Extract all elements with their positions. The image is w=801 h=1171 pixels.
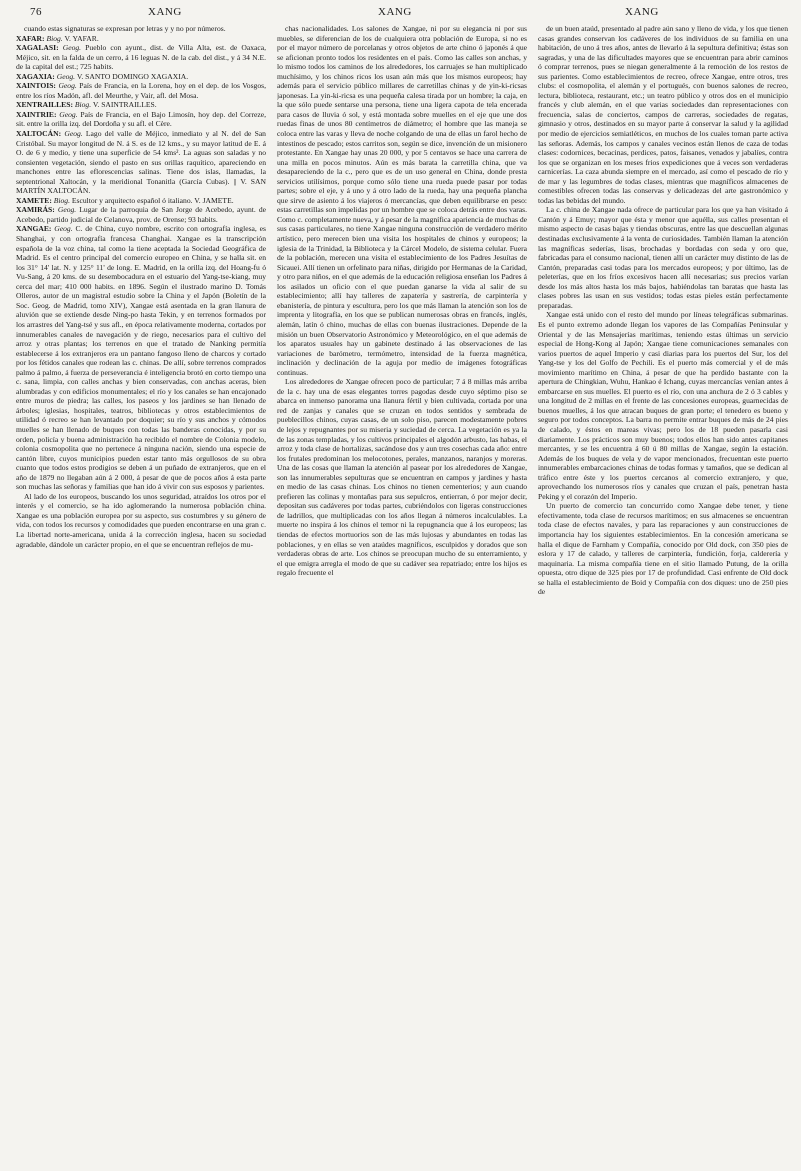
entry-text: Lago del valle de Méjico, inmediato y al N. del de San Cristóbal. Su mayor longitud de N. á S. es de 12 kms., y su mayor latitud de E. á O. de 6 y medio, y tiene una superficie de 54 kms². La aguas son saladas y no consienten vegetación, siendo el pasto en sus orillas raquítico, apareciendo en manchones entre las eflorescencias salinas. Tiene dos islas, llamadas, la septentrional Xaltocán, y la meridional Tonanitla (García Cubas). || V. SAN MARTÍN XALTOCÁN.	[16, 129, 266, 196]
entry-headword: XAGALASI:	[16, 43, 59, 53]
dictionary-entry	[16, 72, 266, 82]
entry-text: Lugar de la parroquia de San Jorge de Acebedo, ayunt. de Acebedo, partido judicial de Celanova, prov. de Orense; 93 habits.	[16, 205, 266, 224]
dictionary-entry	[16, 224, 266, 491]
dictionary-entry	[16, 81, 266, 100]
entry-category-label: Geog.	[64, 129, 83, 139]
paragraph	[538, 310, 788, 501]
entry-text: V. SANTO DOMINGO XAGAXIA.	[76, 71, 189, 81]
entry-text: Los alrededores de Xangae ofrecen poco de particular; 7 á 8 millas más arriba de la c. hay una de esas elegantes torres pagodas desde cuyo séptimo piso se abarca en inmenso panorama una llanura fértil y bien cultivada, cortada por una red de zanjas y canales que se cruzan en todos sentidos y sembrada de pueblecillos chinos, cuyas casas, de un solo piso, parecen modestamente pobres de lejos y repugnantes por su miseria y suciedad de cerca. La vegetación es ya la de las zonas templadas, y los cultivos principales el algodón arbusto, las habas, el arroz y toda clase de hortalizas, sacándose dos y aun tres cosechas cada año: entre los frutales predominan los melocotones, perales, manzanos, naranjos y moreras. Una de las cosas que llaman la atención al pasear por los alrededores de Xangae, son las innumerables sepulturas que se encuentran en campos y jardines y hasta en medio de las casas chinas. Los chinos no tienen cementerios; y aun cuando prefieren las colinas y montañas para sus sepulcros, entierran, ó por mejor decir, depositan sus cadáveres por todas partes, cubriéndolos con ligeras construcciones de ladrillos, que multiplicadas con los años llegan á números incalculables. La muerte no inspira á los chinos el temor ni la repugnancia que á los europeos; las tiendas de efectos mortuorios son de las más lujosas y abundantes en todas las poblaciones, y en ellas se ven ataúdes magníficos, esculpidos y dorados que son verdaderas obras de arte. Los chinos se preocupan mucho de su enterramiento, y el que emigra arregla el modo de que su cadáver sea repatriado; entre los hijos es regalo frecuente el	[277, 377, 527, 578]
entry-text: C. de China, cuyo nombre, escrito con ortografía inglesa, es Shanghai, y con ortografía francesa Changhai. Xangae es la transcripción española de la voz china, tal como la tiene aceptada la Sociedad Geográfica de Madrid. Es el centro principal del comercio europeo en China, y se halla sit. en los 31° 14' lat. N. y 125° 11' de long. E. Madrid, en la orilla izq. del Hoang-fu ó Vu-Sang, á 20 kms. de su desembocadura en el estuario del Yang-tse-kiang, muy cerca del mar; 410 000 habits. en 1896. Según el ilustrado marino D. Tomás Olleros, autor de un magistral estudio sobre la China y el Japón (Boletín de la Soc. Geog. de Madrid, tomo XIV), Xangae está asentada en la gran llanura de aluvión que se extiende desde Ning-po hasta Tekin, y en terrenos formados por los arrastres del Yang-tsé y sus afl., en época relativamente moderna, cortados por innumerables canales de navegación y de riego, necesarios para el cultivo del arroz y otras plantas; los terrenos en que el tratado de Nanking permitía establecerse á los extranjeros era un pantano fangoso lleno de charcos y cortado por los fétidos canales que rodean las c. chinas. De allí, sobre terrenos comprados palmo á palmo, á fuerza de perseverancia é inteligencia brotó en corto tiempo una c. sana, limpia, con calles anchas y bien conservadas, con anchas aceras, bien alumbradas y con edificios monumentales; el río y los canales se han encajonado entre muros de piedra; las calles, los paseos y los jardines se han llenado de árboles; iglesias, hospitales, teatros, bibliotecas y otros establecimientos de utilidad ó recreo se han levantado por doquier; su río y sus anchos y cómodos muelles se han llenado de buques con todas las banderas conocidas, y por su orden, policía y buena administración ha recibido el nombre de Colonia modelo, colonia cosmopolita que no pertenece á ninguna nación, siendo una especie de cantón libre, cuyos municipios pueden estar tanto más orgullosos de su obra cuanto que todos estos prodigios se deben á un puñado de extranjeros, que en el año de 1879 no llegaban aún á 2 000, á pesar de que de pocos años á esta parte son muchas las señoras y familias que han ido á vivir con sus esposos y parientes.	[16, 224, 266, 492]
paragraph	[277, 24, 527, 377]
dictionary-entry	[16, 205, 266, 224]
left-running-head: XANG	[148, 6, 182, 18]
dictionary-entry	[16, 129, 266, 196]
entry-text: cuando estas signaturas se expresan por letras y y no por números.	[24, 24, 226, 33]
dictionary-entry	[16, 34, 266, 44]
entry-headword: XAGAXIA:	[16, 71, 55, 81]
page-number: 76	[30, 6, 42, 18]
entry-text: Xangae está unido con el resto del mundo por líneas telegráficas submarinas. Es el punto extremo adonde llegan los vapores de las Compañías Peninsular y Oriental y de las Mensajerías marítimas, teniendo estas últimas un servicio especial de Hong-Kong al Japón; Xangae tiene comunicaciones semanales con varios puertos de aquel Imperio y casi diarias para los puertos del Sur, los del Yang-tse y los del Golfo de Pechili. Es el puerto más comercial y el de más movimiento marítimo en China, á pesar de que ha perdido bastante con la apertura de Chingkian, Wuhu, Hankao é Ichang, cuyas mercancías venían antes á embarcarse en sus muelles. El puerto es el río, con una anchura de 2 ó 3 cables y una longitud de 2 millas en el frente de las concesiones europeas, guarnecidas de buenos muelles, á los que atracan buques de gran porte; el tenedero es bueno y seguro por todos conceptos. La barra no permite entrar buques de más de 24 pies de calado, y éstos en mareas vivas; pero los de 18 pueden pasarla casi diariamente. Los prácticos son muy buenos; todos ellos han sido antes capitanes mercantes, y se les encuentra á 60 ú 80 millas de Xangae, según la estación. Además de los buques de vela y de vapor mencionados, frecuentan este puerto innumerables embarcaciones chinas de todas formas y tamaños, que se dedican al tráfico entre éste y los puertos cercanos al comercio extranjero, y que, aprovechando los numerosos ríos y canales que cruzan el país, penetran hasta Peking y el corazón del Imperio.	[538, 310, 788, 501]
entry-headword: XAMETE:	[16, 195, 52, 205]
paragraph	[538, 501, 788, 596]
entry-headword: XANGAE:	[16, 224, 52, 234]
entry-text: de un buen ataúd, presentado al padre aún sano y lleno de vida, y los que tienen casas grandes conservan los cadáveres de los individuos de su familia en una habitación, de uno á tres años, antes de llevarlo á la sepultura definitiva; éstas son sagradas, y una de las dificultades mayores que se encuentran para abrir caminos ó comprar terrenos, pues se niegan generalmente á la remoción de los restos de sus parientes. Como establecimientos de recreo, ofrece Xangae, entre otros, tres clubs: el cosmopolita, el alemán y el portugués, con buenos salones de recreo, lectura, biblioteca, restaurant, etc.; un teatro público y otros dos en el municipio francés y club alemán, en el que varias sociedades dan representaciones con frecuencia, salas de conciertos, campos de carreras, sociedades de regatas, gimnasio y otros, destinados en su mayor parte á conservar la salud y la agilidad por medio de ejercicios semiatléticos, en muchos de los cuales toman parte activa las señoras. Además, los campos y canales vecinos están llenos de caza de todas clases: codornices, becacinas, perdices, patos, faisanes, venados y jabalíes, contra los que se organizan en los meses frios expediciones que á veces son verdaderas carnicerías. La caza abunda siempre en el mercado, así como el pescado de río y de mar y las legumbres de todas clases, mientras que magníficos almacenes de comestibles ofrecen todas las conservas y delicadezas del arte gastronómico y todas las bebidas del mundo.	[538, 24, 788, 205]
paragraph	[277, 377, 527, 577]
entry-category-label: Geog.	[57, 205, 77, 215]
entry-category-label: Biog.	[46, 33, 63, 43]
dictionary-entry	[16, 110, 266, 129]
entry-text: V. YAFAR.	[64, 33, 99, 43]
text-column-left	[16, 24, 266, 1164]
paragraph	[538, 24, 788, 205]
entry-text: La c. china de Xangae nada ofrece de particular para los que ya han visitado á Cantón y á Emuy; mayor que ésta y menor que aquélla, sus calles presentan el mismo aspecto de casas bajas y tiendas obscuras, entre las que descuellan algunas destinadas exclusivamente á la venta de curiosidades. También llaman la atención las magníficas sederías, lisas, brochadas y bordadas con seda y oro que, fabricadas para el consumo nacional, tienen allí un carácter muy distinto de las de Cantón, preparadas casi todas para los mercados europeos; y por último, las de peleterías, que en los fríos excesivos hacen allí necesarias; sus precios varían desde los más altos hasta los más bajos, habiéndolas tan baratas que hasta las clases pobres las usan en sus vestidos; todas estas pieles están perfectamente preparadas.	[538, 205, 788, 310]
entry-headword: XAFAR:	[16, 33, 45, 43]
paragraph	[538, 205, 788, 310]
text-column-middle	[277, 24, 527, 1164]
right-running-head: XANG	[625, 6, 659, 18]
entry-text: País de Francia, en el Bajo Limosín, hoy dep. del Correze, sit. entre la orilla izq. del Dordoña y su afl. el Cère.	[16, 109, 266, 129]
entry-headword: XAINTOIS:	[16, 81, 56, 91]
entry-category-label: Geog.	[59, 109, 78, 119]
entry-text: Escultor y arquitecto español ó italiano. V. JAMETE.	[71, 195, 234, 205]
entry-category-label: Biog.	[74, 100, 92, 110]
running-header	[0, 6, 801, 22]
dictionary-entry	[16, 43, 266, 72]
entry-category-label: Biog.	[53, 195, 71, 205]
entry-text: Pueblo con ayunt., dist. de Villa Alta, est. de Oaxaca, Méjico, sit. en la falda de un cerro, á 16 leguas N. de la cab. del dist., y á 34 N.E. de la capital del est.; 725 habits.	[16, 43, 266, 72]
entry-headword: XAMIRÁS:	[16, 205, 55, 215]
entry-category-label: Geog.	[54, 224, 73, 234]
entry-headword: XENTRAILLES:	[16, 100, 73, 110]
entry-text: Al lado de los europeos, buscando los unos seguridad, atraídos los otros por el interés y el comercio, se ha ido aglomerando la numerosa población china. Xangae es una población europea por su aspecto, sus costumbres y su género de vida, con todos los recursos y comodidades que pueden encontrarse en una gran c. La libertad norte-americana, unida á la corrección inglesa, hacen su sociedad agradable, dándole un carácter propio, en el que se encuentran reflejos de mu-	[16, 491, 266, 549]
entry-category-label: Geog.	[58, 81, 77, 91]
paragraph	[16, 24, 266, 34]
dictionary-entry	[16, 100, 266, 110]
center-running-head: XANG	[378, 6, 412, 18]
entry-text: Un puerto de comercio tan concurrido como Xangae debe tener, y tiene efectivamente, toda clase de recursos marítimos; en sus almacenes se encuentran toda clase de efectos navales, y para las reparaciones y aun construcciones de importancia hay los siguientes establecimientos. En la concesión americana se halla el dique de Farnham y Compañía, conocido por Old dock, con 350 pies de eslora y 17 de calado, y talleres de carpintería, fundición, forja, calderería y maquinaria. La misma compañía tiene en el sitio llamado Putung, de la orilla opuesta, otro dique de 325 pies por 17 de profundidad. Casi enfrente de Old dock se halla el establecimiento de Boid y Compañía con dos diques: uno de 250 pies de	[538, 501, 788, 597]
entry-text: País de Francia, en la Lorena, hoy en el dep. de los Vosgos, entre los ríos Madón, afl. del Meurthe, y Vair, afl. del Mosa.	[16, 81, 266, 100]
entry-text: chas nacionalidades. Los salones de Xangae, ni por su elegancia ni por sus muebles, se diferencian de los de cualquiera otra población de Europa, si no es por el mayor número de porcelanas y otros objetos de arte chino ó japonés á que se aficionan pronto todos los residentes en el país. Como las calles son anchas, y lo mismo todos los caminos de los alrededores, los carruajes se han multiplicado muchísimo, y los chinos ricos los usan aún más que los mismos europeos; hay además para el servicio público millares de carretillas chinas y de yin-ki-ricsas japonesas. La yin-ki-ricsa es una pequeña calesa tirada por un hombre; la caja, en la que sólo puede sentarse una persona, tiene una ligera capota de tela encerada para casos de lluvia ó sol, y está montada sobre muelles en el eje que une dos ruedas finas de unos 80 centímetros de diámetro; el hombre que las maneja se coloca entre las varas y lleva de noche colgando de una de ellas un farol hecho de intestinos de pescado; estos carritos son, según se dice, invención de un misionero protestante. En Xangae hay unas 20 000, y por 5 centavos se hace una carrera de una milla en pocos minutos. Aún es más barata la carretilla china, que va desapareciendo de la c., pero que es de un uso general en China, donde presta servicios utilísimos, porque como sólo tiene una rueda puede pasar por todas partes; sobre el eje, y á uno y á otro lado de la rueda, hay una pequeña plancha que sirve de asiento á los viajeros ó mercancías, que deben equilibrarse en peso: estas carretillas son impelidas por un hombre que se coloca detrás entre dos varas. Como c. completamente nueva, y á pesar de la magnífica apariencia de muchas de sus casas particulares, no tiene Xangae ninguna construcción de verdadero mérito artístico, pero merecen bien una visita los hospitales de chinos y europeos; la iglesia de la Trinidad, la Biblioteca y la Cárcel Modelo, de sistema celular. Fuera de la población, merecen una visita el establecimiento de los Padres Jesuítas de Sicauei. Allí tienen un orfelinato para niñas, dirigido por Hermanas de la Caridad, y otro para niños, en el que además de la educación religiosa enseñan los Padres á los asilados un oficio con el que puedan ganarse la vida al salir de su establecimiento; allí hay talleres de zapatería y sastrería, de carpintería y ebanistería, de pintura y escultura, pero los que más llaman la atención son los de imprenta y litografía, en los que se publican numerosas obras en francés, inglés, alemán, latín ó chino, muchas de ellas con buenas ilustraciones. Depende de la misión un buen Observatorio Astronómico y Meteorológico, en el que además de los aparatos usuales hay un gabinete destinado á las observaciones de las variaciones de barómetro, termómetro, intensidad de la fuerza magnética, inclinación y declinación de la aguja por medio de imágenes fotográficas continuas.	[277, 24, 527, 377]
paragraph	[16, 492, 266, 549]
dictionary-entry	[16, 196, 266, 206]
entry-category-label: Geog.	[56, 71, 76, 81]
entry-text: V. SAINTRAILLES.	[92, 100, 157, 110]
entry-category-label: Geog.	[62, 43, 82, 53]
entry-headword: XAINTRIE:	[16, 109, 57, 119]
text-column-right	[538, 24, 788, 1164]
entry-headword: XALTOCÁN:	[16, 129, 62, 139]
